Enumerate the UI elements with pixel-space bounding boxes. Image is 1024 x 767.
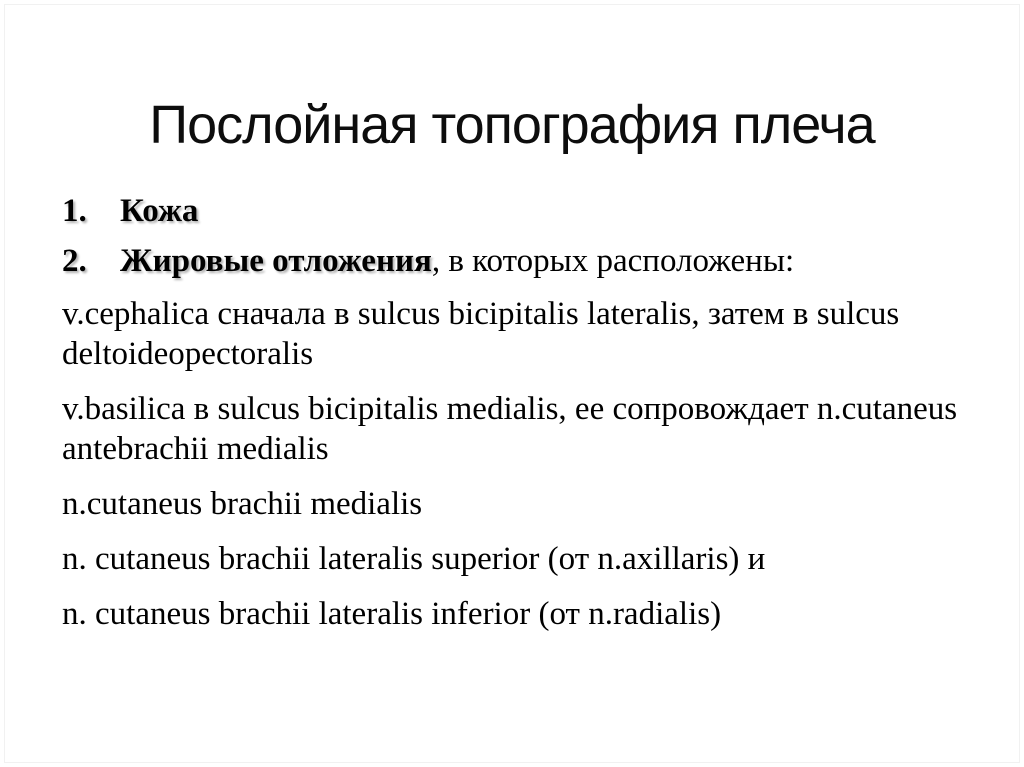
slide-body: [62, 186, 967, 649]
list-item-bold-text: Жировые отложения: [120, 243, 432, 279]
list-item-skin: [62, 186, 967, 236]
paragraph-n-cutaneus-lateralis-inferior: n. cutaneus brachii lateralis inferior (от n.radialis): [62, 596, 722, 632]
slide-title: Послойная топография плеча: [149, 95, 875, 156]
list-item-number: 2.: [62, 243, 87, 279]
list-item-rest-text: , в которых расположены:: [431, 243, 795, 279]
paragraph-n-cutaneus-brachii-medialis: n.cutaneus brachii medialis: [62, 486, 423, 522]
numbered-list: [62, 186, 967, 286]
list-item-fat-deposits: [62, 236, 967, 286]
list-item-number: 1.: [62, 193, 87, 229]
paragraph-v-basilica: v.basilica в sulcus bicipitalis medialis, ее сопровождает n.cutaneus antebrachii medialis: [62, 391, 958, 467]
paragraph-n-cutaneus-lateralis-superior: n. cutaneus brachii lateralis superior (от n.axillaris) и: [62, 541, 766, 577]
list-item-text: [120, 236, 794, 286]
paragraph-v-cephalica: v.cephalica сначала в sulcus bicipitalis lateralis, затем в sulcus deltoideopectoralis: [62, 296, 900, 372]
list-item-text: [120, 186, 198, 236]
list-item-bold-text: Кожа: [120, 193, 199, 229]
